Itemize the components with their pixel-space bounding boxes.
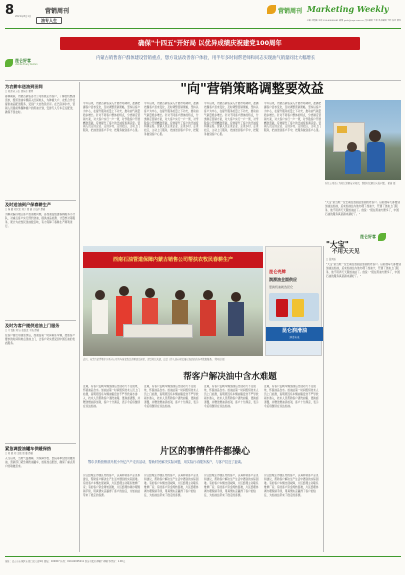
masthead-cn: 营销周刊 — [278, 8, 303, 15]
subsection-label: 油专人生 — [41, 18, 57, 23]
left-title-1: 为农耕车送油到田间 — [5, 84, 43, 89]
subtitle-care: 片区的事情件件都操心 — [159, 447, 250, 457]
main-title: "向"营销策略调整要效益 — [180, 82, 324, 97]
masthead-en: Marketing Weekly — [307, 4, 389, 14]
photo-group-banner — [83, 246, 263, 356]
main-body-col-2: 今年以来，内蒙古销售深入开展市场调研，准确把握客户需求变化，及时调整营销策略，坚持以客户为中心，在提升服务质量上下功夫，推动油气销量稳步增长。针对不同客户群体的特点，分类制定营销方案，对大客户实行一户一策，对零散客户开展精准营销，有效提升了客户的忠诚度和满意度。营销人员走进企业、走进乡村、走进社区，主动上门服务，把油送到客户手中，把服务做到客户心里。 — [144, 102, 199, 137]
right-body-upper: "大宝"是当地一位长期在加油站加油的老客户。以前他每天都要到加油站加油，后来加油站为他办理了加油卡，开通了送油上门服务，他不用再天天跑加油站了。他说："现在用油方便多了，中国石油的服务真是越来越好了。" — [325, 201, 401, 216]
banner-text: 确保"十四五"开好局 以优异成绩庆祝建党100周年 — [138, 39, 282, 47]
help-body-2: 近期，有客户反映车辆加油后出现动力不足现象，怀疑油品含水。加油站第一时间组织技术人员上门检测，查明原因系车辆油箱密封不严导致雨水渗入，技术人员帮助客户清洗油箱、更换滤清器，并赠送燃油添加剂，客户十分满意，表示今后将继续在该站加油。 — [144, 385, 199, 408]
dashi-subtitle: 不用天天见 — [332, 249, 360, 255]
masthead-leaf-icon — [267, 5, 276, 14]
dashi-title: "大宝" — [326, 240, 349, 249]
left-body-2: 为解决偏远地区客户加油难问题，各加油站组建春耕服务小分队，对重点客户实行预约送油，提供油品检测、计量核对等服务，累计为农牧民送油数百吨，有力保障了春耕生产顺利进行。 — [5, 213, 76, 228]
ad-line-3: 更换机油就选昆仑 — [269, 285, 294, 289]
ad-brand: 昆仑润滑油 — [281, 328, 307, 334]
left-title-4: 紧急调拨油罐车供暖保热 — [5, 446, 52, 451]
banner-photo-text: 西南石油管道保障内蒙古销售公司帮扶农牧民春耕生产 — [112, 257, 233, 263]
leaf-icon — [5, 59, 13, 67]
help-body-3: 近期，有客户反映车辆加油后出现动力不足现象，怀疑油品含水。加油站第一时间组织技术人员上门检测，查明原因系车辆油箱密封不严导致雨水渗入，技术人员帮助客户清洗油箱、更换滤清器，并赠送燃油添加剂，客户十分满意，表示今后将继续在该站加油。 — [204, 385, 259, 408]
date-line: 2021年8月1日 — [15, 15, 32, 18]
ad-block[interactable] — [265, 246, 322, 356]
right-brand-name: 昆仑好客 — [360, 233, 376, 239]
subtitle-help: 帮客户解决油中含水难题 — [183, 372, 277, 382]
ad-line-1: 昆仑壳牌 — [269, 269, 286, 274]
left-column — [5, 84, 76, 554]
caption-mid: 近日，内蒙古销售鄂尔多斯分公司为当地农牧民讲解油品知识，深受村民欢迎，这是工作人员向村民展示加油站的各项优惠服务。 郭兆祺 摄 — [83, 358, 225, 361]
contact-line: 主编 刘慎敏 电话 010-63690041 邮箱 yxzk@cnpc.com.cn 责任编辑 王莉 美术编辑 王晔 校对 唐亮 — [306, 20, 401, 22]
help-body-1: 近期，有客户反映车辆加油后出现动力不足现象，怀疑油品含水。加油站第一时间组织技术人员上门检测，查明原因系车辆油箱密封不严导致雨水渗入，技术人员帮助客户清洗油箱、更换滤清器，并赠送燃油添加剂，客户十分满意，表示今后将继续在该站加油。 — [83, 385, 141, 408]
main-body-col-4: 今年以来，内蒙古销售深入开展市场调研，准确把握客户需求变化，及时调整营销策略，坚持以客户为中心，在提升服务质量上下功夫，推动油气销量稳步增长。针对不同客户群体的特点，分类制定营销方案，对大客户实行一户一策，对零散客户开展精准营销，有效提升了客户的忠诚度和满意度。营销人员走进企业、走进乡村、走进社区，主动上门服务，把油送到客户手中，把服务做到客户心里。 — [264, 102, 322, 133]
section-title: 营销周刊 — [45, 8, 70, 15]
care-summary: 鄂尔多斯营销部开展小外亿户户走访活动，帮助村民解决实际问题，用实际行动服务客户，与客户拉近了距离。 — [88, 460, 245, 464]
brand-en: uSmile Every Kunlun — [15, 62, 38, 66]
masthead — [267, 4, 401, 16]
ad-slogan: 润滑未来 — [289, 336, 300, 339]
subsection-badge — [36, 17, 62, 24]
care-body-1: 片区经理走访辖区内的客户，认真听取客户意见和建议，帮助客户解决生产生活中遇到的实际困难。有的客户车辆出现故障，片区经理主动联系维修厂家；有的客户资金周转困难，片区经理协调办理赊销手续，用真情实意赢得了客户的信任，为加油站带来了稳定的客源。 — [83, 474, 141, 497]
left-byline-3: □ 王书路 刘 钰 张跃龙 王梅 撰稿 — [5, 329, 40, 332]
brand-name: 昆仑好客 — [15, 58, 31, 64]
caption-top-right: 石化公司员工为村民讲解安全知识，帮助村民解决实际问题。 柏树 摄 — [325, 182, 396, 185]
page-number: 8 — [5, 3, 15, 18]
footer-text: 地址：北京市东城区东直门北大街9号 邮编：100007 传真：010-62095211 经济日报社印刷厂印刷 零售价：1.00元 — [5, 560, 126, 563]
care-body-4: 片区经理走访辖区内的客户，认真听取客户意见和建议，帮助客户解决生产生活中遇到的实际困难。有的客户车辆出现故障，片区经理主动联系维修厂家；有的客户资金周转困难，片区经理协调办理赊销手续，用真情实意赢得了客户的信任，为加油站带来了稳定的客源。 — [264, 474, 319, 497]
main-body-col-3: 今年以来，内蒙古销售深入开展市场调研，准确把握客户需求变化，及时调整营销策略，坚持以客户为中心，在提升服务质量上下功夫，推动油气销量稳步增长。针对不同客户群体的特点，分类制定营销方案，对大客户实行一户一策，对零散客户开展精准营销，有效提升了客户的忠诚度和满意度。营销人员走进企业、走进乡村、走进社区，主动上门服务，把油送到客户手中，把服务做到客户心里。 — [204, 102, 259, 137]
right-body-lower: "大宝"是当地一位长期在加油站加油的老客户。以前他每天都要到加油站加油，后来加油站为他办理了加油卡，开通了送油上门服务，他不用再天天跑加油站了。他说："现在用油方便多了，中国石油的服务真是越来越好了。" — [326, 263, 401, 278]
left-byline-2: □ 杨 璐 刘汉龙 刘宇 周 鑫 许海洋 撰稿 — [5, 208, 46, 211]
care-body-2: 片区经理走访辖区内的客户，认真听取客户意见和建议，帮助客户解决生产生活中遇到的实际困难。有的客户车辆出现故障，片区经理主动联系维修厂家；有的客户资金周转困难，片区经理协调办理赊销手续，用真情实意赢得了客户的信任，为加油站带来了稳定的客源。 — [144, 474, 199, 497]
ad-brand-bar — [266, 327, 323, 341]
lead-text: 内蒙古销售客户群体建设营销重点，想方设法改善客户体验，用半年多时间帮老师和同志实现油气销量同比大幅增长 — [96, 56, 316, 61]
left-body-1: 春耕期间，内蒙古销售各分公司积极走访客户，了解农机燃油需求，组织送油车辆深入田间地头，为种植大户、农机合作社提供油品配送服务，受到广大农牧民好评。在巴彦淖尔市，营销人员提前掌握种植户的用油计划，安排专人专车定点配送，确保不误农时。 — [5, 95, 76, 114]
dashi-byline: □ 高凤娇 — [326, 258, 336, 261]
left-title-3: 及时为客户提供送油上门服务 — [5, 323, 60, 328]
brand-logo — [5, 59, 38, 67]
page-header — [5, 4, 401, 28]
right-column — [326, 240, 401, 552]
banner — [60, 37, 360, 50]
left-byline-4: □ 刘 斌 刘 文斌 周 璐 撰稿 — [5, 452, 33, 455]
left-title-2: 及时送油到户保春耕生产 — [5, 202, 52, 207]
main-body-col-1: 今年以来，内蒙古销售深入开展市场调研，准确把握客户需求变化，及时调整营销策略，坚持以客户为中心，在提升服务质量上下功夫，推动油气销量稳步增长。针对不同客户群体的特点，分类制定营销方案，对大客户实行一户一策，对零散客户开展精准营销，有效提升了客户的忠诚度和满意度。营销人员走进企业、走进乡村、走进社区，主动上门服务，把油送到客户手中，把服务做到客户心里。 — [83, 102, 141, 133]
left-body-3: 在客户提出用油需求后，加油站第一时间联系车辆，按照客户要求的时间和地点送油上门，让客户切实感受到中国石油的优质服务。 — [5, 334, 76, 345]
left-body-4: 入冬以来，当地气温骤降，为保障学校、医院等单位的供暖用油，营销部门紧急调拨油罐车，加班加点配送，确保了重点用户的取暖需求。 — [5, 457, 76, 468]
ad-line-2: 润滑油全面供应 — [269, 277, 297, 282]
care-body-3: 片区经理走访辖区内的客户，认真听取客户意见和建议，帮助客户解决生产生活中遇到的实际困难。有的客户车辆出现故障，片区经理主动联系维修厂家；有的客户资金周转困难，片区经理协调办理赊销手续，用真情实意赢得了客户的信任，为加油站带来了稳定的客源。 — [204, 474, 259, 497]
photo-workers — [325, 100, 401, 180]
help-body-4: 近期，有客户反映车辆加油后出现动力不足现象，怀疑油品含水。加油站第一时间组织技术人员上门检测，查明原因系车辆油箱密封不严导致雨水渗入，技术人员帮助客户清洗油箱、更换滤清器，并赠送燃油添加剂，客户十分满意，表示今后将继续在该站加油。 — [264, 385, 319, 408]
left-byline-1: □ 刘洪睿 万红 黄佳伟 董博 — [5, 90, 34, 93]
